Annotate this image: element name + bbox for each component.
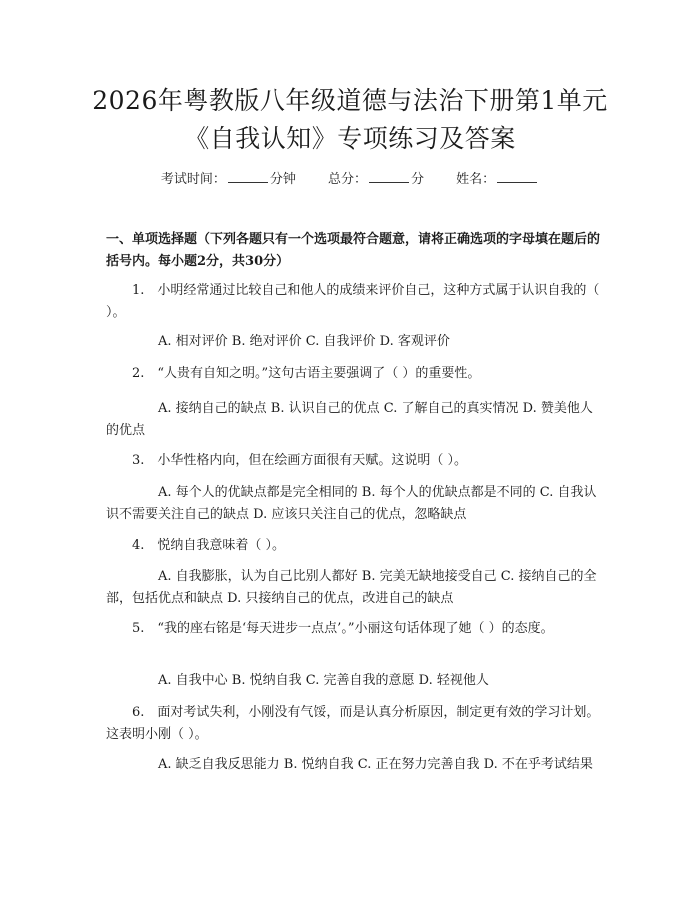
question-1 (106, 280, 601, 324)
question-2-options (106, 398, 601, 442)
question-6-options (106, 754, 601, 776)
question-options: A. 缺乏自我反思能力 B. 悦纳自我 C. 正在努力完善自我 D. 不在乎考试结果 (158, 757, 593, 772)
question-stem: 6. 面对考试失利，小刚没有气馁，而是认真分析原因，制定更有效的学习计划。这表明小刚（ ）。 (106, 705, 600, 742)
question-options: A. 接纳自己的缺点 B. 认识自己的优点 C. 了解自己的真实情况 D. 赞美他人的优点 (106, 401, 593, 438)
exam-time-unit: 分钟 (269, 172, 296, 187)
question-options: A. 每个人的优缺点都是完全相同的 B. 每个人的优缺点都是不同的 C. 自我认识不需要关注自己的缺点 D. 应该只关注自己的优点，忽略缺点 (106, 485, 597, 522)
exam-time-label: 考试时间： (160, 172, 226, 187)
question-stem: 4. 悦纳自我意味着（ ）。 (132, 538, 286, 553)
question-2 (106, 363, 601, 385)
total-score-field (328, 172, 428, 187)
question-options: A. 自我中心 B. 悦纳自我 C. 完善自我的意愿 D. 轻视他人 (158, 673, 489, 688)
question-stem: 3. 小华性格内向，但在绘画方面很有天赋。这说明（ ）。 (132, 453, 468, 468)
total-score-unit: 分 (411, 172, 425, 187)
question-4-options (106, 566, 601, 610)
exam-time-blank (228, 168, 268, 183)
question-1-options (106, 331, 601, 353)
total-score-label: 总分： (327, 172, 367, 187)
exam-time-field (161, 172, 300, 187)
exam-info (0, 168, 700, 190)
question-6 (106, 702, 601, 746)
question-options: A. 自我膨胀，认为自己比别人都好 B. 完美无缺地接受自己 C. 接纳自己的全部，包括优点和缺点 D. 只接纳自己的优点，改进自己的缺点 (106, 569, 597, 606)
section-header: 一、单项选择题（下列各题只有一个选项最符合题意，请将正确选项的字母填在题后的括号内。每小题2分，共30分） (106, 232, 601, 269)
question-4 (106, 535, 601, 557)
question-3 (106, 450, 601, 472)
question-3-options (106, 482, 601, 526)
total-score-blank (369, 168, 409, 183)
question-stem: 5. “我的座右铭是‘每天进步一点点’。”小丽这句话体现了她（ ）的态度。 (132, 621, 554, 636)
student-name-label: 姓名： (456, 172, 496, 187)
question-options: A. 相对评价 B. 绝对评价 C. 自我评价 D. 客观评价 (158, 334, 450, 349)
student-name-field (456, 172, 539, 187)
question-stem: 2. “人贵有自知之明。”这句古语主要强调了（ ）的重要性。 (132, 366, 481, 381)
document-title: 2026年粤教版八年级道德与法治下册第1单元《自我认知》专项练习及答案 (92, 86, 608, 153)
student-name-blank (497, 168, 537, 183)
question-5-options (106, 670, 601, 692)
question-5 (106, 618, 601, 640)
question-stem: 1. 小明经常通过比较自己和他人的成绩来评价自己，这种方式属于认识自我的（ ）。 (106, 283, 600, 320)
